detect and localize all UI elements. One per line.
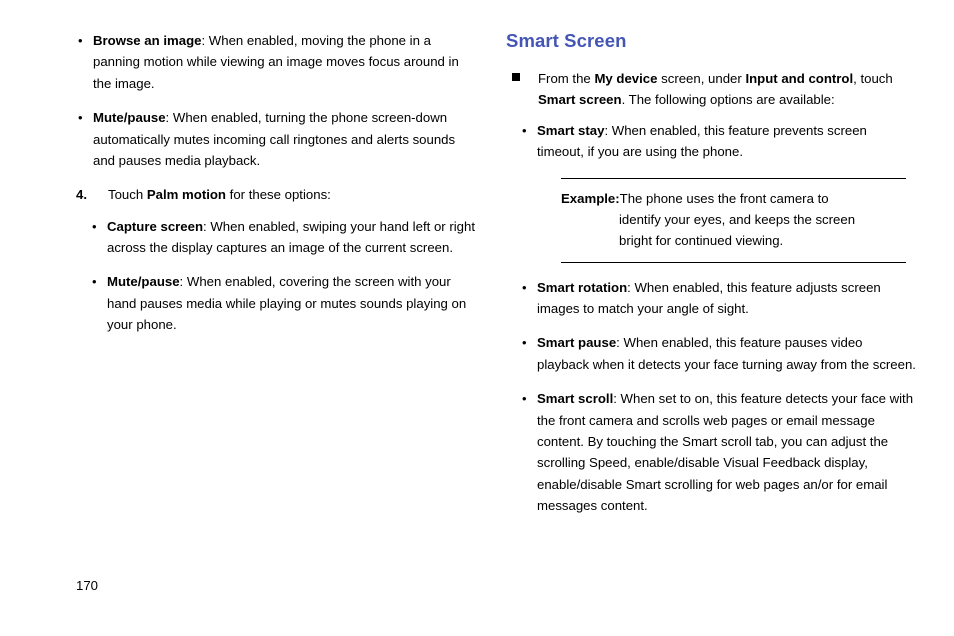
list-item-term: Smart pause — [537, 335, 617, 351]
list-item-text: : When enabled, moving the phone in a panning motion while viewing an image moves focus around in the image. — [93, 33, 459, 91]
example-line-2: identify your eyes, and keeps the screen — [619, 211, 856, 227]
list-item-text: : When enabled, this feature pauses video playback when it detects your face turning away from the screen. — [537, 335, 916, 372]
list-item — [90, 271, 476, 335]
list-item-term: Browse an image — [93, 33, 202, 48]
list-item-term: Mute/pause — [93, 110, 166, 126]
list-item-term: Capture screen — [107, 218, 204, 234]
list-item-term: Smart scroll — [537, 391, 614, 407]
list-item-text: : When enabled, turning the phone screen-down automatically mutes incoming call ringtones and alerts sounds and pauses media playback. — [93, 110, 456, 168]
right-column — [506, 30, 916, 529]
options-list-bottom — [506, 277, 916, 517]
step-term: Palm motion — [146, 187, 226, 203]
intro-post: . The following options are available: — [621, 92, 835, 108]
step-text-post: for these options: — [226, 187, 331, 203]
example-line-3: bright for continued viewing. — [619, 233, 784, 249]
page-number: 170 — [76, 578, 99, 593]
left-column — [76, 30, 476, 349]
options-list-top — [506, 120, 916, 163]
example-callout — [561, 178, 906, 263]
section-heading: Smart Screen — [506, 30, 627, 51]
bullet-icon: • — [92, 274, 97, 290]
numbered-step — [76, 184, 476, 205]
bullet-icon: • — [522, 335, 527, 351]
example-label: Example: — [561, 190, 620, 206]
list-item — [76, 107, 476, 171]
list-item — [520, 120, 916, 163]
intro-term-1: My device — [594, 71, 658, 86]
list-item — [90, 216, 476, 259]
list-item-text: : When enabled, swiping your hand left or right across the display captures an image of the current screen. — [107, 218, 475, 255]
bullet-icon: • — [522, 122, 527, 138]
list-item-text: : When enabled, covering the screen with your hand pauses media while playing or mutes sounds playing on your phone. — [107, 274, 467, 333]
intro-pre: From the — [538, 71, 595, 86]
bullet-icon: • — [522, 279, 527, 295]
list-item-text: : When enabled, this feature adjusts screen images to match your angle of sight. — [537, 279, 881, 316]
intro-paragraph — [506, 68, 916, 111]
list-item — [76, 30, 476, 94]
example-line-1: The phone uses the front camera to — [619, 190, 829, 206]
intro-mid-2: , touch — [853, 71, 893, 86]
intro-term-3: Smart screen — [538, 92, 622, 108]
bullet-icon: • — [92, 218, 97, 234]
bullet-icon: • — [522, 391, 527, 407]
step-text-pre: Touch — [108, 187, 147, 203]
list-item — [520, 277, 916, 320]
list-item-term: Smart rotation — [537, 279, 628, 295]
intro-term-2: Input and control — [745, 71, 854, 86]
step-sub-list — [76, 216, 476, 336]
list-item-text: : When enabled, this feature prevents screen timeout, if you are using the phone. — [537, 122, 867, 160]
square-bullet-icon — [512, 73, 520, 81]
step-number: 4. — [76, 187, 87, 203]
list-item-text: : When set to on, this feature detects your face with the front camera and scrolls web pages or email message content. By touching the Smart scroll tab, you can adjust the scrolling Speed, enable/disable Visual Feedback display, enable/disable Smart scrolling for web pages an/or for email messages content. — [537, 391, 914, 513]
bullet-icon: • — [78, 33, 83, 48]
list-item — [520, 388, 916, 516]
list-item — [520, 332, 916, 375]
list-item-term: Smart stay — [537, 122, 605, 138]
list-item-term: Mute/pause — [107, 274, 180, 290]
intro-mid-1: screen, under — [657, 71, 746, 86]
bullet-icon: • — [78, 110, 83, 126]
